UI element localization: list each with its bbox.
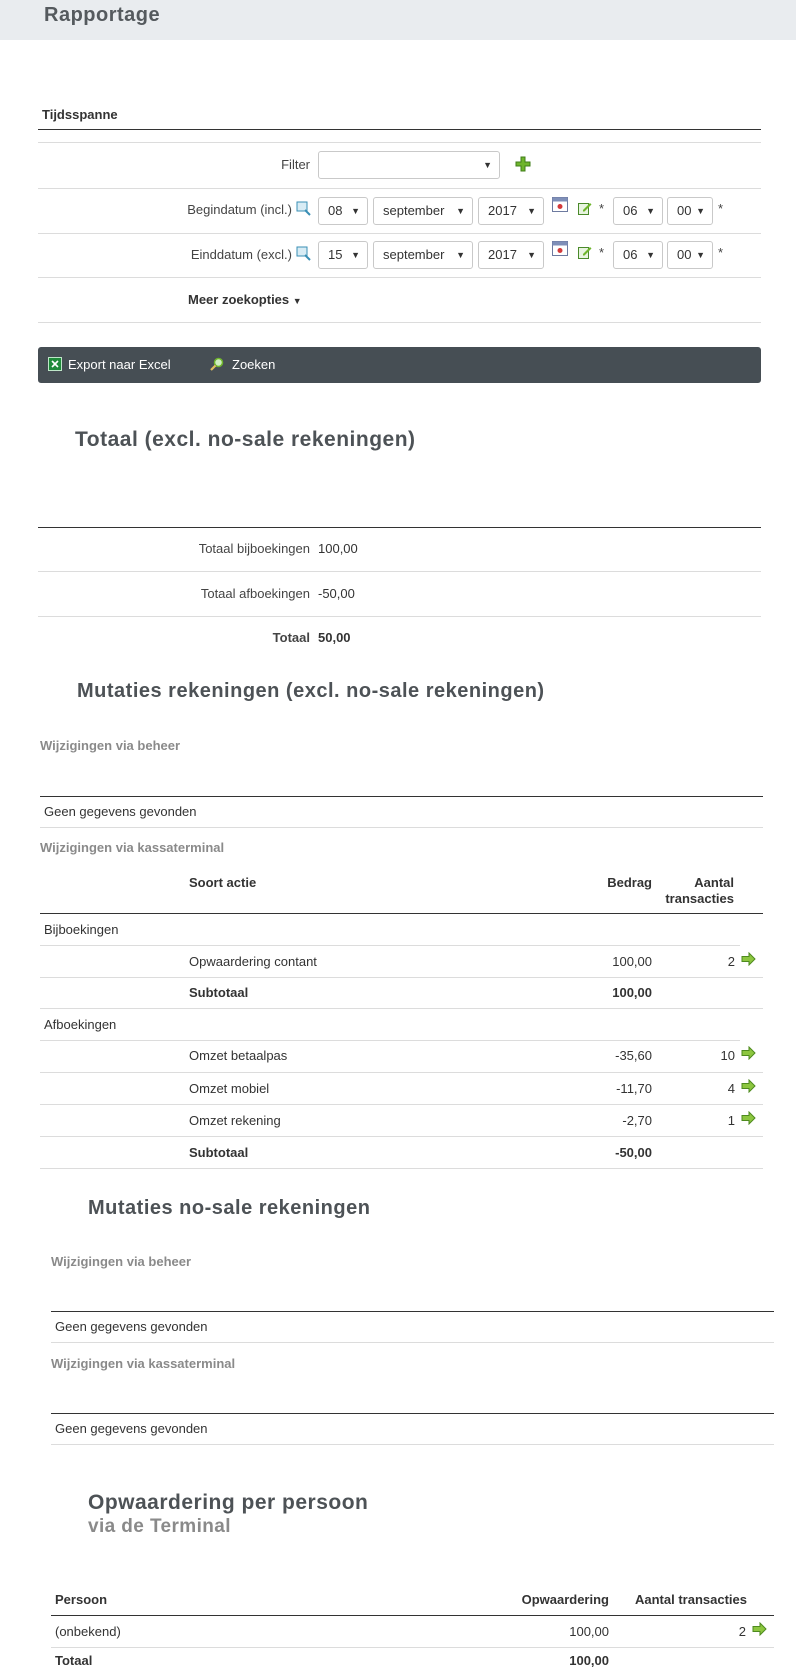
- mutaties-kassa-heading: Wijzigingen via kassaterminal: [40, 840, 225, 855]
- excel-icon: [48, 357, 62, 371]
- divider: [38, 616, 761, 617]
- end-edit-button[interactable]: [578, 245, 592, 259]
- detail-arrow-button[interactable]: [741, 1046, 756, 1060]
- count-cell: 10: [720, 1048, 735, 1063]
- end-date-label: Einddatum (excl.): [190, 247, 292, 262]
- detail-arrow-button[interactable]: [741, 1079, 756, 1093]
- group-label: Afboekingen: [44, 1017, 117, 1032]
- count-cell: 4: [727, 1081, 735, 1096]
- edit-icon: [578, 201, 592, 215]
- divider: [38, 277, 761, 278]
- mutaties-beheer-heading: Wijzigingen via beheer: [40, 738, 181, 753]
- divider: [40, 1168, 763, 1169]
- amount-cell: 100,00: [569, 1624, 609, 1639]
- caret-down-icon: ▼: [292, 296, 302, 306]
- begin-edit-button[interactable]: [578, 201, 592, 215]
- calendar-lookup-icon: [296, 201, 311, 216]
- plus-icon: [515, 156, 531, 172]
- subtotal-value: 100,00: [612, 985, 652, 1000]
- search-icon: [210, 357, 224, 371]
- amount-cell: -2,70: [622, 1113, 652, 1128]
- divider: [40, 1072, 763, 1073]
- divider: [40, 1104, 763, 1105]
- action-toolbar: [38, 347, 761, 383]
- detail-arrow-button[interactable]: [752, 1622, 767, 1636]
- group-label: Bijboekingen: [44, 922, 119, 937]
- divider: [38, 142, 761, 143]
- totaal-row-label: Totaal afboekingen: [200, 586, 310, 601]
- mutaties-heading: Mutaties rekeningen (excl. no-sale rekeningen): [77, 680, 545, 702]
- persoon-heading: Opwaardering per persoon: [88, 1491, 369, 1514]
- divider: [51, 1311, 774, 1312]
- divider: [40, 827, 763, 828]
- action-cell: Opwaardering contant: [189, 954, 317, 969]
- amount-cell: -35,60: [615, 1048, 652, 1063]
- begin-date-label: Begindatum (incl.): [187, 202, 292, 217]
- count-cell: 2: [727, 954, 735, 969]
- begin-date-picker-button[interactable]: [296, 201, 311, 216]
- col-header-amount: Bedrag: [607, 875, 652, 890]
- end-year-select[interactable]: 2017 ▼: [478, 241, 544, 269]
- search-button[interactable]: [210, 357, 275, 372]
- tijdsspanne-heading: Tijdsspanne: [42, 107, 118, 122]
- arrow-right-icon: [741, 1079, 756, 1093]
- calendar-icon: [552, 240, 568, 256]
- required-mark: *: [718, 245, 724, 260]
- total-label: Totaal: [55, 1653, 93, 1668]
- nosale-beheer-heading: Wijzigingen via beheer: [51, 1254, 192, 1269]
- detail-arrow-button[interactable]: [741, 1111, 756, 1125]
- edit-icon: [578, 245, 592, 259]
- begin-minute-select[interactable]: 00 ▼: [667, 197, 713, 225]
- divider: [51, 1413, 774, 1414]
- end-day-select[interactable]: 15 ▼: [318, 241, 368, 269]
- search-label: Zoeken: [232, 357, 276, 372]
- totaal-heading: Totaal (excl. no-sale rekeningen): [75, 428, 416, 451]
- divider: [40, 1136, 763, 1137]
- divider: [51, 1647, 774, 1648]
- begin-month-select[interactable]: september ▼: [373, 197, 473, 225]
- col-header-action: Soort actie: [189, 875, 257, 890]
- col-header-count: Aantal: [694, 875, 734, 890]
- divider: [40, 945, 740, 946]
- empty-message: Geen gegevens gevonden: [55, 1421, 208, 1436]
- end-date-picker-button[interactable]: [296, 246, 311, 261]
- divider: [51, 1444, 774, 1445]
- col-header-person: Persoon: [55, 1592, 108, 1607]
- more-search-options-label: Meer zoekopties: [188, 292, 290, 307]
- nosale-kassa-heading: Wijzigingen via kassaterminal: [51, 1356, 236, 1371]
- required-mark: *: [599, 201, 605, 216]
- action-cell: Omzet rekening: [189, 1113, 281, 1128]
- totaal-row-label: Totaal bijboekingen: [198, 541, 310, 556]
- detail-arrow-button[interactable]: [741, 952, 756, 966]
- arrow-right-icon: [741, 1046, 756, 1060]
- divider: [38, 322, 761, 323]
- divider: [40, 977, 763, 978]
- totaal-row-label: Totaal: [272, 630, 310, 645]
- totaal-row-value: -50,00: [318, 586, 355, 601]
- calendar-icon: [552, 196, 568, 212]
- action-cell: Omzet betaalpas: [189, 1048, 288, 1063]
- begin-hour-select[interactable]: 06 ▼: [613, 197, 663, 225]
- col-header-count: transacties: [665, 891, 734, 906]
- divider: [40, 796, 763, 797]
- count-cell: 1: [727, 1113, 735, 1128]
- export-excel-button[interactable]: [48, 357, 171, 372]
- amount-cell: -11,70: [616, 1081, 652, 1096]
- subtotal-label: Subtotaal: [189, 1145, 249, 1160]
- totaal-row-value: 100,00: [318, 541, 358, 556]
- subtotal-value: -50,00: [615, 1145, 652, 1160]
- col-header-count: Aantal transacties: [635, 1592, 747, 1607]
- required-mark: *: [718, 201, 724, 216]
- action-cell: Omzet mobiel: [189, 1081, 270, 1096]
- col-header-amount: Opwaardering: [521, 1592, 609, 1607]
- end-minute-select[interactable]: 00 ▼: [667, 241, 713, 269]
- filter-label: Filter: [281, 157, 310, 172]
- empty-message: Geen gegevens gevonden: [55, 1319, 208, 1334]
- subtotal-label: Subtotaal: [189, 985, 249, 1000]
- persoon-subheading: via de Terminal: [88, 1516, 231, 1537]
- begin-calendar-button[interactable]: [552, 196, 568, 212]
- totaal-row-value: 50,00: [318, 630, 351, 645]
- count-cell: 2: [738, 1624, 746, 1639]
- divider: [40, 1008, 763, 1009]
- begin-year-select[interactable]: 2017 ▼: [478, 197, 544, 225]
- add-filter-button[interactable]: [515, 156, 531, 172]
- end-month-select[interactable]: september ▼: [373, 241, 473, 269]
- calendar-lookup-icon: [296, 246, 311, 261]
- divider: [40, 913, 763, 914]
- page-title: Rapportage: [44, 4, 161, 26]
- required-mark: *: [599, 245, 605, 260]
- arrow-right-icon: [741, 952, 756, 966]
- end-calendar-button[interactable]: [552, 240, 568, 256]
- divider: [38, 188, 761, 189]
- divider: [51, 1615, 774, 1616]
- divider: [38, 233, 761, 234]
- divider: [51, 1342, 774, 1343]
- divider: [40, 1040, 740, 1041]
- total-value: 100,00: [569, 1653, 609, 1668]
- arrow-right-icon: [752, 1622, 767, 1636]
- divider: [38, 129, 761, 130]
- divider: [38, 571, 761, 572]
- nosale-heading: Mutaties no-sale rekeningen: [88, 1197, 371, 1219]
- export-excel-label: Export naar Excel: [68, 357, 171, 372]
- more-search-options-toggle[interactable]: [188, 292, 302, 307]
- arrow-right-icon: [741, 1111, 756, 1125]
- end-hour-select[interactable]: 06 ▼: [613, 241, 663, 269]
- person-cell: (onbekend): [55, 1624, 121, 1639]
- empty-message: Geen gegevens gevonden: [44, 804, 197, 819]
- amount-cell: 100,00: [612, 954, 652, 969]
- divider: [38, 527, 761, 528]
- begin-day-select[interactable]: 08 ▼: [318, 197, 368, 225]
- filter-select[interactable]: ▼: [318, 151, 500, 179]
